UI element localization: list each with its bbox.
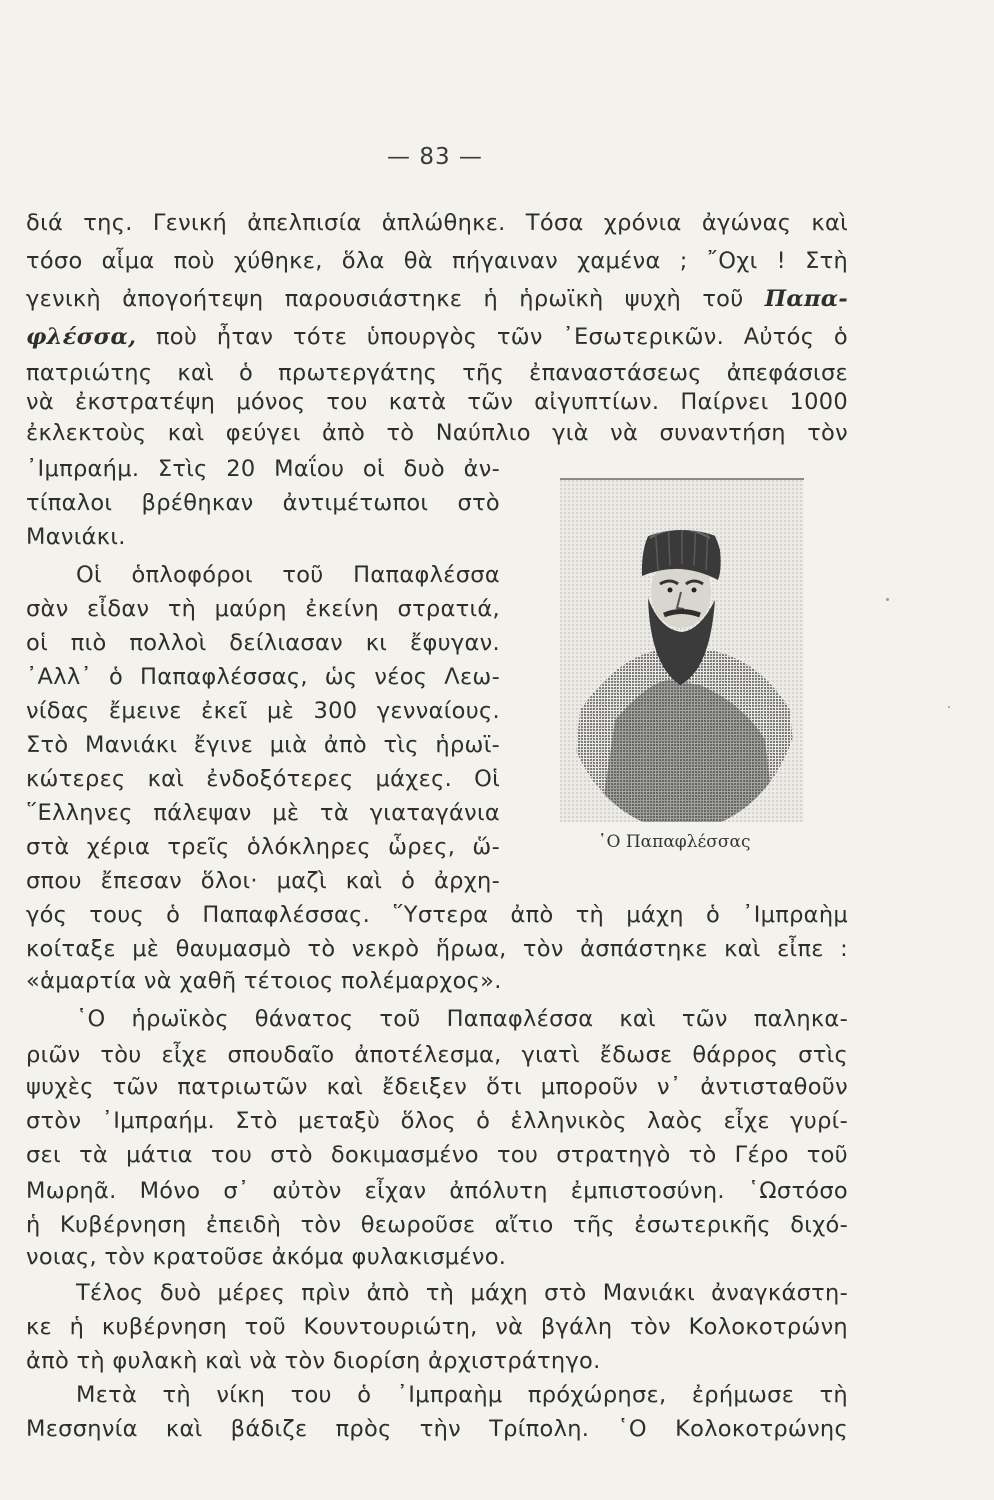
text-line: Τέλος δυὸ μέρες πρὶν ἀπὸ τὴ μάχη στὸ Μανιάκι ἀναγκάστη-	[76, 1280, 848, 1306]
paper-speck	[948, 706, 950, 708]
portrait-illustration	[560, 480, 804, 822]
text-line: κε ἡ κυβέρνηση τοῦ Κουντουριώτη, νὰ βγάλη τὸν Κολοκοτρώνη	[26, 1314, 848, 1340]
portrait-caption: ῾Ο Παπαφλέσσας	[598, 832, 751, 852]
text-span: ποὺ ἦταν τότε ὑπουργὸς τῶν ᾽Εσωτερικῶν. Αὐτός ὁ	[155, 324, 848, 350]
text-line	[26, 322, 848, 352]
text-line	[26, 284, 848, 314]
text-line: Οἱ ὁπλοφόροι τοῦ Παπαφλέσσα	[76, 562, 500, 588]
page-number: — 83 —	[387, 144, 483, 170]
text-line: Στὸ Μανιάκι ἔγινε μιὰ ἀπὸ τὶς ἡρωϊ-	[26, 732, 500, 758]
text-line: Μανιάκι.	[26, 524, 126, 550]
text-line: ἡ Κυβέρνηση ἐπειδὴ τὸν θεωροῦσε αἴτιο τῆς ἐσωτερικῆς διχό-	[26, 1212, 848, 1238]
text-line: νίδας ἔμεινε ἐκεῖ μὲ 300 γενναίους.	[26, 698, 500, 724]
text-line: ῞Ελληνες πάλεψαν μὲ τὰ γιαταγάνια	[26, 800, 500, 826]
portrait-image	[560, 478, 804, 822]
text-line: γός τους ὁ Παπαφλέσσας. ῞Υστερα ἀπὸ τὴ μάχη ὁ ᾽Ιμπραὴμ	[26, 902, 848, 928]
text-line: ἀπὸ τὴ φυλακὴ καὶ νὰ τὸν διορίση ἀρχιστράτηγο.	[26, 1348, 601, 1374]
text-line: κώτερες καὶ ἐνδοξότερες μάχες. Οἱ	[26, 766, 500, 792]
text-line: σει τὰ μάτια του στὸ δοκιμασμένο του στρατηγὸ τὸ Γέρο τοῦ	[26, 1142, 848, 1168]
text-line: Μετὰ τὴ νίκη του ὁ ᾽Ιμπραὴμ πρόχώρησε, ἐρήμωσε τὴ	[76, 1382, 848, 1408]
text-line: ριῶν τὸυ εἶχε σπουδαῖο ἀποτέλεσμα, γιατὶ ἔδωσε θάρρος στὶς	[26, 1042, 848, 1068]
text-line: ἐκλεκτοὺς καὶ φεύγει ἀπὸ τὸ Ναύπλιο γιὰ νὰ συναντήση τὸν	[26, 420, 848, 446]
text-line: ῾Ο ἡρωϊκὸς θάνατος τοῦ Παπαφλέσσα καὶ τῶν παληκα-	[76, 1006, 848, 1032]
text-line: σπου ἔπεσαν ὅλοι· μαζὶ καὶ ὁ ἀρχη-	[26, 868, 500, 894]
text-line: στὰ χέρια τρεῖς ὁλόκληρες ὧρες, ὥ-	[26, 834, 500, 860]
text-line: «ἁμαρτία νὰ χαθῆ τέτοιος πολέμαρχος».	[26, 968, 502, 994]
text-line: κοίταξε μὲ θαυμασμὸ τὸ νεκρὸ ἥρωα, τὸν ἀσπάστηκε καὶ εἶπε :	[26, 936, 848, 962]
text-line: διά της. Γενική ἀπελπισία ἁπλώθηκε. Τόσα χρόνια ἀγώνας καὶ	[26, 210, 848, 236]
italic-name: Παπα-	[764, 286, 848, 312]
text-line: πατριώτης καὶ ὁ πρωτεργάτης τῆς ἐπαναστάσεως ἀπεφάσισε	[26, 360, 848, 386]
italic-name: φλέσσα,	[26, 324, 137, 350]
paper-speck	[886, 598, 889, 601]
text-line: στὸν ᾽Ιμπραήμ. Στὸ μεταξὺ ὅλος ὁ ἑλληνικὸς λαὸς εἶχε γυρί-	[26, 1108, 848, 1134]
text-line: Μωρηᾶ. Μόνο σ᾽ αὐτὸν εἶχαν ἀπόλυτη ἐμπιστοσύνη. ῾Ωστόσο	[26, 1178, 848, 1204]
text-line: νοιας, τὸν κρατοῦσε ἀκόμα φυλακισμένο.	[26, 1244, 507, 1270]
text-line: τόσο αἷμα ποὺ χύθηκε, ὅλα θὰ πήγαιναν χαμένα ; ῎Οχι ! Στὴ	[26, 248, 848, 274]
text-line: ψυχὲς τῶν πατριωτῶν καὶ ἔδειξεν ὅτι μποροῦν ν᾽ ἀντισταθοῦν	[26, 1074, 848, 1100]
text-line: οἱ πιὸ πολλοὶ δείλιασαν κι ἔφυγαν.	[26, 630, 500, 656]
text-line: ᾽Ιμπραήμ. Στὶς 20 Μαΐου οἱ δυὸ ἀν-	[26, 456, 500, 482]
text-line: σὰν εἶδαν τὴ μαύρη ἐκείνη στρατιά,	[26, 596, 500, 622]
text-line: Μεσσηνία καὶ βάδιζε πρὸς τὴν Τρίπολη. ῾Ο Κολοκοτρώνης	[26, 1416, 848, 1442]
text-line: ᾽Αλλ᾽ ὁ Παπαφλέσσας, ὡς νέος Λεω-	[26, 664, 500, 690]
text-span: γενικὴ ἀπογοήτεψη παρουσιάστηκε ἡ ἡρωϊκὴ ψυχὴ τοῦ	[26, 286, 744, 312]
text-line: τίπαλοι βρέθηκαν ἀντιμέτωποι στὸ	[26, 490, 500, 516]
text-line: νὰ ἐκστρατέψη μόνος του κατὰ τῶν αἰγυπτίων. Παίρνει 1000	[26, 389, 848, 415]
